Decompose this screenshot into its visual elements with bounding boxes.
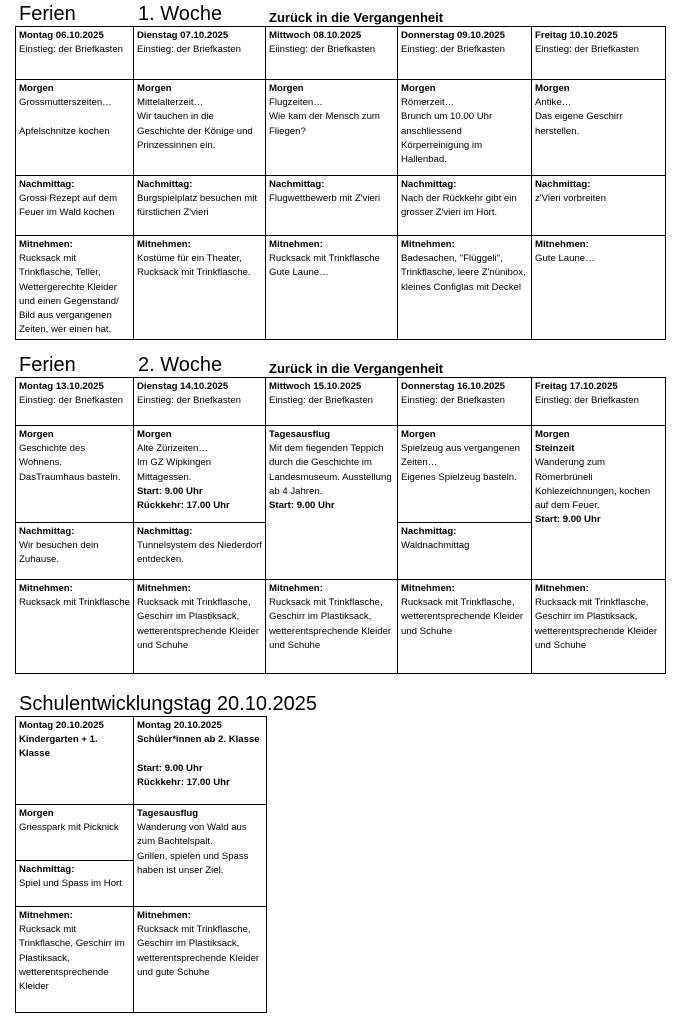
week1-afternoon-cell: Nachmittag: Nach der Rückkehr gibt ein grosser Z'vieri im Hort.	[398, 176, 532, 236]
devday-morning-row	[16, 805, 267, 861]
week1-header-cell: Montag 06.10.2025 Einstieg: der Briefkasten	[16, 27, 134, 80]
week2-header-cell: Dienstag 14.10.2025 Einstieg: der Briefkasten	[134, 378, 266, 426]
week2-morning-cell: Morgen Geschichte des Wohnens. DasTraumhaus basteln.	[16, 426, 134, 523]
week2-daytrip-cell: Tagesausflug Mit dem fiegenden Teppich durch die Geschichte im Landesmuseum. Ausstellung ab 4 Jahren. Start: 9.00 Uhr	[266, 426, 398, 580]
week2-bring-cell: Mitnehmen: Rucksack mit Trinkflasche, Geschirr im Plastiksack, wetterentsprechende Kleider und Schuhe	[532, 580, 666, 674]
week2-schedule-table	[15, 377, 666, 674]
week1-morning-cell: Morgen Grossmutterszeiten… Apfelschnitze kochen	[16, 80, 134, 176]
week1-header-cell: Freitag 10.10.2025 Einstieg: der Briefkasten	[532, 27, 666, 80]
devday-bring-cell: Mitnehmen: Rucksack mit Trinkflasche, Geschirr im Plastiksack, wetterentsprechende Kleider	[16, 907, 134, 1013]
week1-bring-cell: Mitnehmen: Kostüme für ein Theater, Rucksack mit Trinkflasche.	[134, 236, 266, 340]
devday-title: Schulentwicklungstag 20.10.2025	[19, 693, 317, 715]
week2-stoneage-cell: Morgen Steinzeit Wanderung zum Römerbrüneli Kohlezeichnungen, kochen auf dem Feuer. Start: 9.00 Uhr	[532, 426, 666, 580]
week1-bring-cell: Mitnehmen: Badesachen, "Flüggeli", Trinkflasche, leere Z'nünibox, kleines Configlas mit Deckel	[398, 236, 532, 340]
week2-header-cell: Freitag 17.10.2025 Einstieg: der Briefkasten	[532, 378, 666, 426]
week2-subtitle: Zurück in die Vergangenheit	[269, 361, 444, 376]
week1-afternoon-cell: Nachmittag: Grossi Rezept auf dem Feuer im Wald kochen	[16, 176, 134, 236]
week2-header-row	[16, 378, 666, 426]
week1-afternoon-cell: Nachmittag: z'Vieri vorbreiten	[532, 176, 666, 236]
week2-header-cell: Montag 13.10.2025 Einstieg: der Briefkasten	[16, 378, 134, 426]
week1-bring-cell: Mitnehmen: Rucksack mit Trinkflasche, Teller, Wettergerechte Kleider und einen Gegenstand/ Bild aus vergangenen Zeiten, wer einen hat.	[16, 236, 134, 340]
week1-bring-row	[16, 236, 666, 340]
devday-header-row	[16, 717, 267, 805]
week2-afternoon-cell: Nachmittag: Tunnelsystem des Niederdorf entdecken.	[134, 523, 266, 580]
week1-subtitle: Zurück in die Vergangenheit	[269, 10, 444, 25]
week2-bring-cell: Mitnehmen: Rucksack mit Trinkflasche, wetterentsprechende Kleider und Schuhe	[398, 580, 532, 674]
week2-morning-row	[16, 426, 666, 523]
week2-bring-row	[16, 580, 666, 674]
devday-daytrip-cell: Tagesausflug Wanderung von Wald aus zum Bachtelspalt. Grillen, spielen und Spass haben ist unser Ziel.	[134, 805, 267, 907]
devday-bring-cell: Mitnehmen: Rucksack mit Trinkflasche, Geschirr im Plastiksack, wetterentsprechende Kleider und gute Schuhe	[134, 907, 267, 1013]
week1-morning-cell: Morgen Römerzeit… Brunch um 10.00 Uhr anschliessend Körperreinigung im Hallenbad.	[398, 80, 532, 176]
week1-bring-cell: Mitnehmen: Gute Laune…	[532, 236, 666, 340]
week1-header-cell: Dienstag 07.10.2025 Einstieg: der Briefkasten	[134, 27, 266, 80]
week1-bring-cell: Mitnehmen: Rucksack mit Trinkflasche Gute Laune…	[266, 236, 398, 340]
week1-header-cell: Mittwoch 08.10.2025 Eiinstieg: der Briefkasten	[266, 27, 398, 80]
week1-title-ferien: Ferien	[19, 3, 76, 25]
week1-afternoon-cell: Nachmittag: Flugwettbewerb mit Z'vieri	[266, 176, 398, 236]
week2-morning-cell: Morgen Alte Zürizeiten… Im GZ Wipkingen Mittagessen. Start: 9.00 Uhr Rückkehr: 17.00 Uhr	[134, 426, 266, 523]
week1-header-row	[16, 27, 666, 80]
week2-title-ferien: Ferien	[19, 354, 76, 376]
devday-schedule-table	[15, 716, 267, 1013]
week1-morning-cell: Morgen Flugzeiten… Wie kam der Mensch zum Fliegen?	[266, 80, 398, 176]
devday-morning-cell: Morgen Griesspark mit Picknick	[16, 805, 134, 861]
week2-bring-cell: Mitnehmen: Rucksack mit Trinkflasche	[16, 580, 134, 674]
week1-morning-cell: Morgen Antike… Das eigene Geschirr herstellen.	[532, 80, 666, 176]
devday-bring-row	[16, 907, 267, 1013]
week1-afternoon-cell: Nachmittag: Burgspielplatz besuchen mit fürstlichen Z'vieri	[134, 176, 266, 236]
week2-bring-cell: Mitnehmen: Rucksack mit Trinkflasche, Geschirr im Plastiksack, wetterentsprechende Kleider und Schuhe	[134, 580, 266, 674]
week2-header-cell: Donnerstag 16.10.2025 Einstieg: der Briefkasten	[398, 378, 532, 426]
devday-afternoon-cell: Nachmittag: Spiel und Spass im Hort	[16, 861, 134, 907]
devday-header-cell-school: Montag 20.10.2025 Schüler*innen ab 2. Klasse Start: 9.00 Uhr Rückkehr: 17.00 Uhr	[134, 717, 267, 805]
week1-afternoon-row	[16, 176, 666, 236]
week2-bring-cell: Mitnehmen: Rucksack mit Trinkflasche, Geschirr im Plastiksack, wetterentsprechende Kleider und Schuhe	[266, 580, 398, 674]
week1-title-week: 1. Woche	[138, 3, 223, 25]
week2-morning-cell: Morgen Spielzeug aus vergangenen Zeiten… Eigenes Spielzeug basteln.	[398, 426, 532, 523]
week1-schedule-table	[15, 26, 666, 340]
week2-title-week: 2. Woche	[138, 354, 223, 376]
week2-afternoon-cell: Nachmittag: Waldnachmittag	[398, 523, 532, 580]
week2-header-cell: Mittwoch 15.10.2025 Einstieg: der Briefkasten	[266, 378, 398, 426]
week1-morning-row	[16, 80, 666, 176]
week2-afternoon-cell: Nachmittag: Wir besuchen dein Zuhause.	[16, 523, 134, 580]
devday-header-cell-kindergarten: Montag 20.10.2025 Kindergarten + 1. Klasse	[16, 717, 134, 805]
week1-morning-cell: Morgen Mittelalterzeit… Wir tauchen in die Geschichte der Könige und Prinzessinnen ein.	[134, 80, 266, 176]
week1-header-cell: Donnerstag 09.10.2025 Einstieg: der Briefkasten	[398, 27, 532, 80]
